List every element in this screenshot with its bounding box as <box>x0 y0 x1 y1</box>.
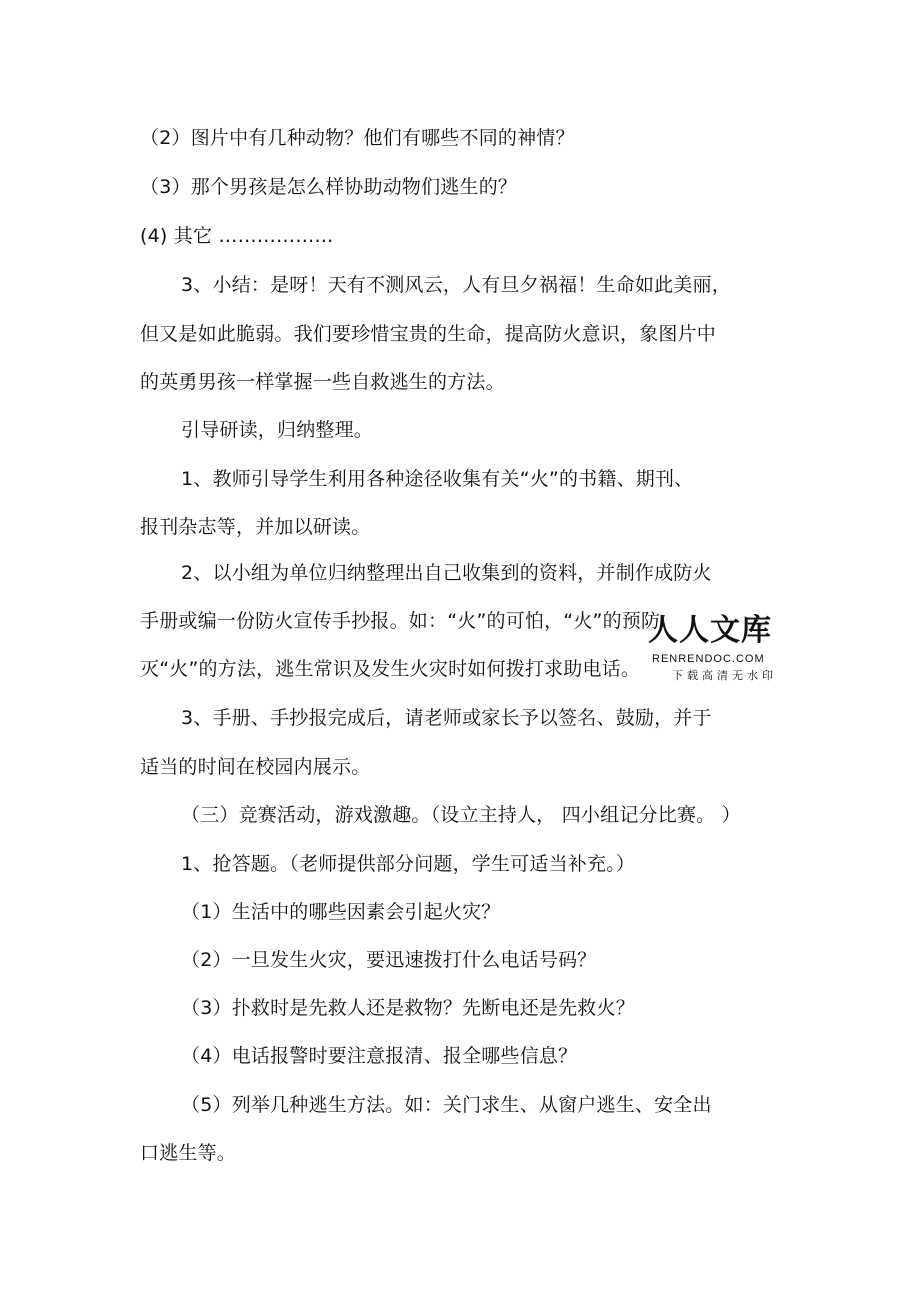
text-line-4: 3、小结：是呀！天有不测风云，人有旦夕祸福！生命如此美丽， <box>181 274 731 296</box>
watermark-domain: RENRENDOC.COM <box>652 653 765 665</box>
watermark-tagline: 下载高清无水印 <box>672 669 777 682</box>
watermark-title: 人人文库 <box>648 613 772 648</box>
text-line-21: （5）列举几种逃生方法。如：关门求生、从窗户逃生、安全出 <box>181 1094 712 1116</box>
text-line-2: （3）那个男孩是怎么样协助动物们逃生的？ <box>140 176 518 198</box>
text-line-13: 3、手册、手抄报完成后，请老师或家长予以签名、鼓励，并于 <box>181 707 712 729</box>
text-line-16: 1、抢答题。（老师提供部分问题，学生可适当补充。） <box>181 853 636 875</box>
text-line-18: （2）一旦发生火灾，要迅速拨打什么电话号码？ <box>181 949 597 971</box>
text-line-20: （4）电话报警时要注意报清、报全哪些信息？ <box>181 1045 578 1067</box>
text-line-7: 引导研读，归纳整理。 <box>181 419 374 441</box>
text-line-6: 的英勇男孩一样掌握一些自救逃生的方法。 <box>140 371 505 393</box>
text-line-10: 2、以小组为单位归纳整理出自己收集到的资料，并制作成防火 <box>181 562 712 584</box>
text-line-8: 1、教师引导学生利用各种途径收集有关“火”的书籍、期刊、 <box>181 468 694 490</box>
text-line-1: （2）图片中有几种动物？他们有哪些不同的神情？ <box>140 127 575 149</box>
text-line-19: （3）扑救时是先救人还是救物？先断电还是先救火？ <box>181 997 635 1019</box>
text-line-14: 适当的时间在校园内展示。 <box>140 756 371 778</box>
text-line-9: 报刊杂志等，并加以研读。 <box>140 516 371 538</box>
text-line-5: 但又是如此脆弱。我们要珍惜宝贵的生命，提高防火意识，象图片中 <box>140 323 717 345</box>
text-line-15: （三）竞赛活动，游戏激趣。（设立主持人， 四小组记分比赛。 ） <box>181 804 741 826</box>
text-line-22: 口逃生等。 <box>140 1142 237 1164</box>
text-line-12: 灭“火”的方法，逃生常识及发生火灾时如何拨打求助电话。 <box>140 658 641 680</box>
text-line-11: 手册或编一份防火宣传手抄报。如：“火”的可怕，“火”的预防、 <box>140 610 680 632</box>
text-line-3: (4) 其它 ……………… <box>140 225 334 247</box>
text-line-17: （1）生活中的哪些因素会引起火灾？ <box>181 901 501 923</box>
